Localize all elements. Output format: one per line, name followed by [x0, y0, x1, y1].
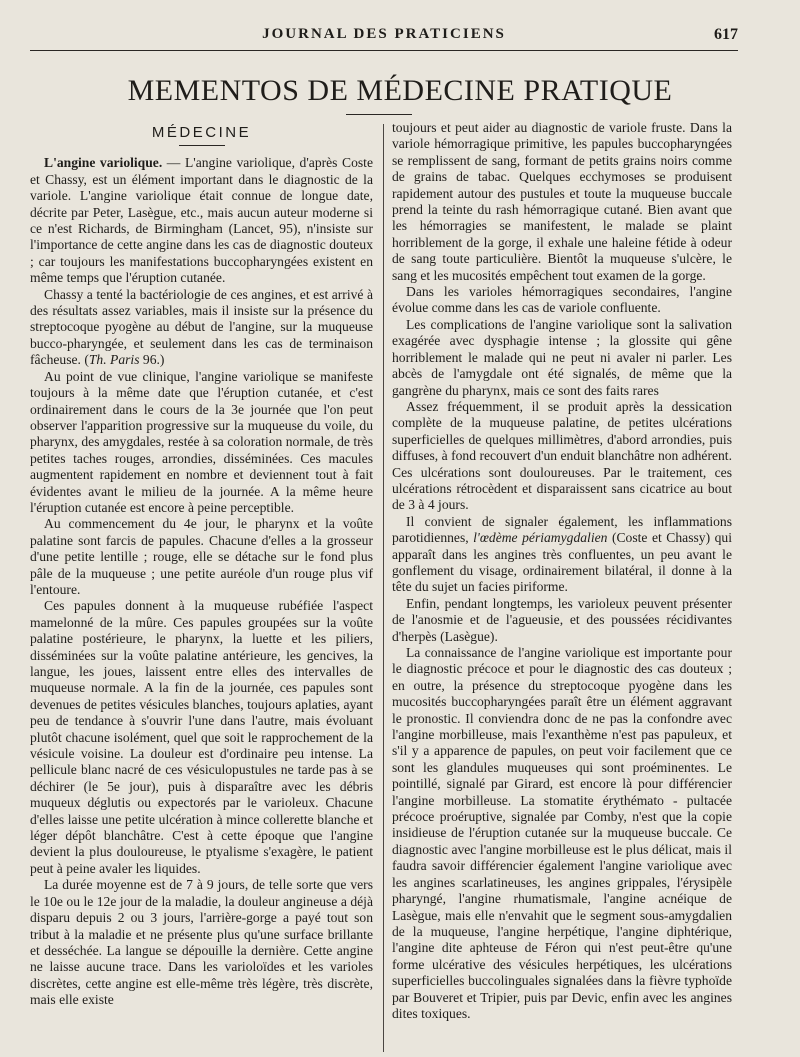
paragraph: Ces papules donnent à la muqueuse rubéfiée l'aspect mamelonné de la mûre. Ces papules groupées sur la voûte palatine postérieure, le pharynx, la luette et les piliers, disséminées sur la voûte palatine antérieure, les gencives, la langue, les joues, laissent entre elles des intervalles de muqueuse normale. A la fin de la journée, ces papules sont devenues de petites vésicules blanches, toujours aplaties, ayant peu de tendance à s'ouvrir l'une dans l'autre, mais évoluant plutôt chacune isolément, quel que soit le rapprochement de la vésicule voisine. La douleur est d'ordinaire peu intense. La pellicule blanc nacré de ces vésiculopustules ne tarde pas à se déchirer (le 5e jour), puis à disparaître avec les débris muqueux déglutis ou expectorés par le varioleux. Chacune d'elles laisse une petite ulcération à mince collerette blanche et léger dépôt blanchâtre. C'est à cette époque que l'angine devient la plus douloureuse, le ptyalisme s'exagère, le patient peut à peine avaler les liquides. — [30, 598, 373, 876]
page-number: 617 — [714, 26, 738, 43]
running-header — [30, 22, 738, 51]
right-column — [392, 120, 732, 1022]
paragraph-text: Il convient de signaler également, les inflammations parotidiennes, — [392, 513, 732, 546]
citation-italic: Th. Paris — [88, 352, 140, 368]
paragraph-text: Chassy a tenté la bactériologie de ces angines, et est arrivé à des résultats assez variables, mais il insiste sur la présence du streptocoque pyogène au début de l'angine, sur la muqueuse bucco-pharyngée, et seulement dans les cas de terminaison fâcheuse. ( — [30, 286, 373, 368]
left-column — [30, 120, 373, 1009]
paragraph: Au point de vue clinique, l'angine variolique se manifeste toujours à la même date que l'éruption cutanée, et c'est ordinairement dans le cours de la 3e journée que l'on peut observer l'apparition progressive sur la muqueuse du voile, du pharynx, des amygdales, restée à sa coloration normale, de très petites taches rouges, arrondies, disséminées. Ces macules augmentent rapidement en nombre et deviennent tout à fait évidentes avant le milieu de la journée. A la même heure l'éruption cutanée est encore à peine perceptible. — [30, 368, 373, 515]
paragraph: Les complications de l'angine variolique sont la salivation exagérée avec dysphagie intense ; la glossite qui gêne horriblement le malade qui ne peut ni avaler ni parler. Les abcès de l'amygdale ont été signalés, de même que la gangrène du pharynx, mais ce sont des faits rares — [392, 316, 732, 398]
section-rule — [179, 145, 225, 146]
term-italic: l'œdème périamygdalien — [473, 530, 608, 546]
paragraph: Dans les varioles hémorragiques secondaires, l'angine évolue comme dans les cas de variole confluente. — [392, 284, 732, 316]
page-title: MEMENTOS DE MÉDECINE PRATIQUE — [127, 74, 673, 107]
journal-title: JOURNAL DES PRATICIENS — [262, 26, 506, 42]
paragraph: Au commencement du 4e jour, le pharynx et la voûte palatine sont farcis de papules. Chacune d'elles a la grosseur d'une petite lentille ; rouge, elle se détache sur le fond plus pâle de la muqueuse ; une petite auréole d'un rouge plus vif l'entoure. — [30, 516, 373, 597]
paragraph — [30, 155, 373, 286]
paragraph: La durée moyenne est de 7 à 9 jours, de telle sorte que vers le 10e ou le 12e jour de la maladie, la douleur angineuse a déjà disparu depuis 2 ou 3 jours, l'arrière-gorge a payé tout son tribut à la maladie et ne présente plus qu'une surface brillante et desséchée. La langue se dépouille la dernière. Cette angine ne laisse aucune trace. Dans les varioloïdes et les varioles discrètes, cette angine est elle-même très légère, très discrète, mais elle existe — [30, 877, 373, 1008]
paragraph — [392, 514, 732, 596]
article-lead: L'angine variolique. — [44, 155, 163, 171]
paragraph: Enfin, pendant longtemps, les varioleux peuvent présenter de l'anosmie et de l'agueusie, et des poussées récidivantes d'herpès (Lasègue). — [392, 595, 732, 644]
section-heading: MÉDECINE — [151, 124, 252, 141]
paragraph: La connaissance de l'angine variolique est importante pour le diagnostic précoce et pour le diagnostic des cas douteux ; en outre, la présence du streptocoque pyogène dans les mucosités buccopharyngées paraît être un élément aggravant le pronostic. Il conviendra donc de ne pas la confondre avec l'angine morbilleuse, mais l'exanthème n'est pas papuleux, et s'il y a apparence de papules, on peut voir facilement que ce sont les glandules muqueuses qui sont proéminentes. Le pointillé, signalé par Girard, est encore là pour différencier l'angine morbilleuse. La stomatite érythémato - pultacée précoce proéruptive, signalée par Comby, n'est que la copie insidieuse de l'éruption cutanée sur la muqueuse buccale. Ce diagnostic avec l'angine morbilleuse est le plus délicat, mais il faudra savoir différencier également l'angine variolique avec les angines scarlatineuses, les angines grippales, l'érysipèle pharyngé, l'angine rhumatismale, l'angine acnéique de Lasègue, mais elle n'envahit que le segment sous-amygdalien de la muqueuse, l'angine herpétique, l'angine diphtérique, l'angine dite aphteuse de Féron qui n'est peut-être qu'une forme ulcérative des vésicules herpétiques, les ulcérations superficielles buccolinguales signalées dans la fièvre typhoïde par Bouveret et Tripier, puis par Devic, enfin avec les angines dites toxiques. — [392, 645, 732, 1021]
paragraph-text: (Coste et Chassy) qui apparaît dans les angines très confluentes, un peu avant le gonflement du visage, ordinairement bilatéral, il donne à la tête du sujet un facies piriforme. — [392, 530, 732, 595]
title-rule — [346, 114, 412, 115]
paragraph-text: — L'angine variolique, d'après Coste et Chassy, est un élément important dans le diagnostic de la variole. L'angine variolique était connue de longue date, décrite par Peter, Lasègue, etc., mais aucun auteur moderne si ce n'est Richards, de Birmingham (Lancet, 95), n'insiste sur l'importance de cette angine dans les cas de diagnostic douteux ; car toujours les manifestations buccopharyngées existent en même temps que l'éruption cutanée. — [30, 155, 373, 286]
paragraph: Assez fréquemment, il se produit après la dessication complète de la muqueuse palatine, de petites ulcérations superficielles de quelques millimètres, d'abord arrondies, puis diffuses, à fond recouvert d'un enduit blanchâtre non adhérent. Ces ulcérations sont douloureuses. Par le traitement, ces ulcérations rétrocèdent et disparaissent sans cicatrice au bout de 3 à 4 jours. — [392, 398, 732, 513]
paragraph-text: 96.) — [139, 352, 165, 368]
paragraph — [30, 287, 373, 369]
column-divider — [383, 124, 384, 1052]
paragraph: toujours et peut aider au diagnostic de variole fruste. Dans la variole hémorragique primitive, les papules buccopharyngées se remplissent de sang, formant de petits grains noirs comme de grains de tabac. Quelques ecchymoses se produisent rapidement autour des pustules et toute la muqueuse buccale prend la teinte du rash hémorragique cutané. Bien avant que les hémorragies se manifestent, le malade se plaint horriblement de la gorge, il exhale une haleine fétide à odeur de sang toute particulière. Bientôt la muqueuse s'ulcère, le sang et les mucosités empêchent tout examen de la gorge. — [392, 120, 732, 283]
